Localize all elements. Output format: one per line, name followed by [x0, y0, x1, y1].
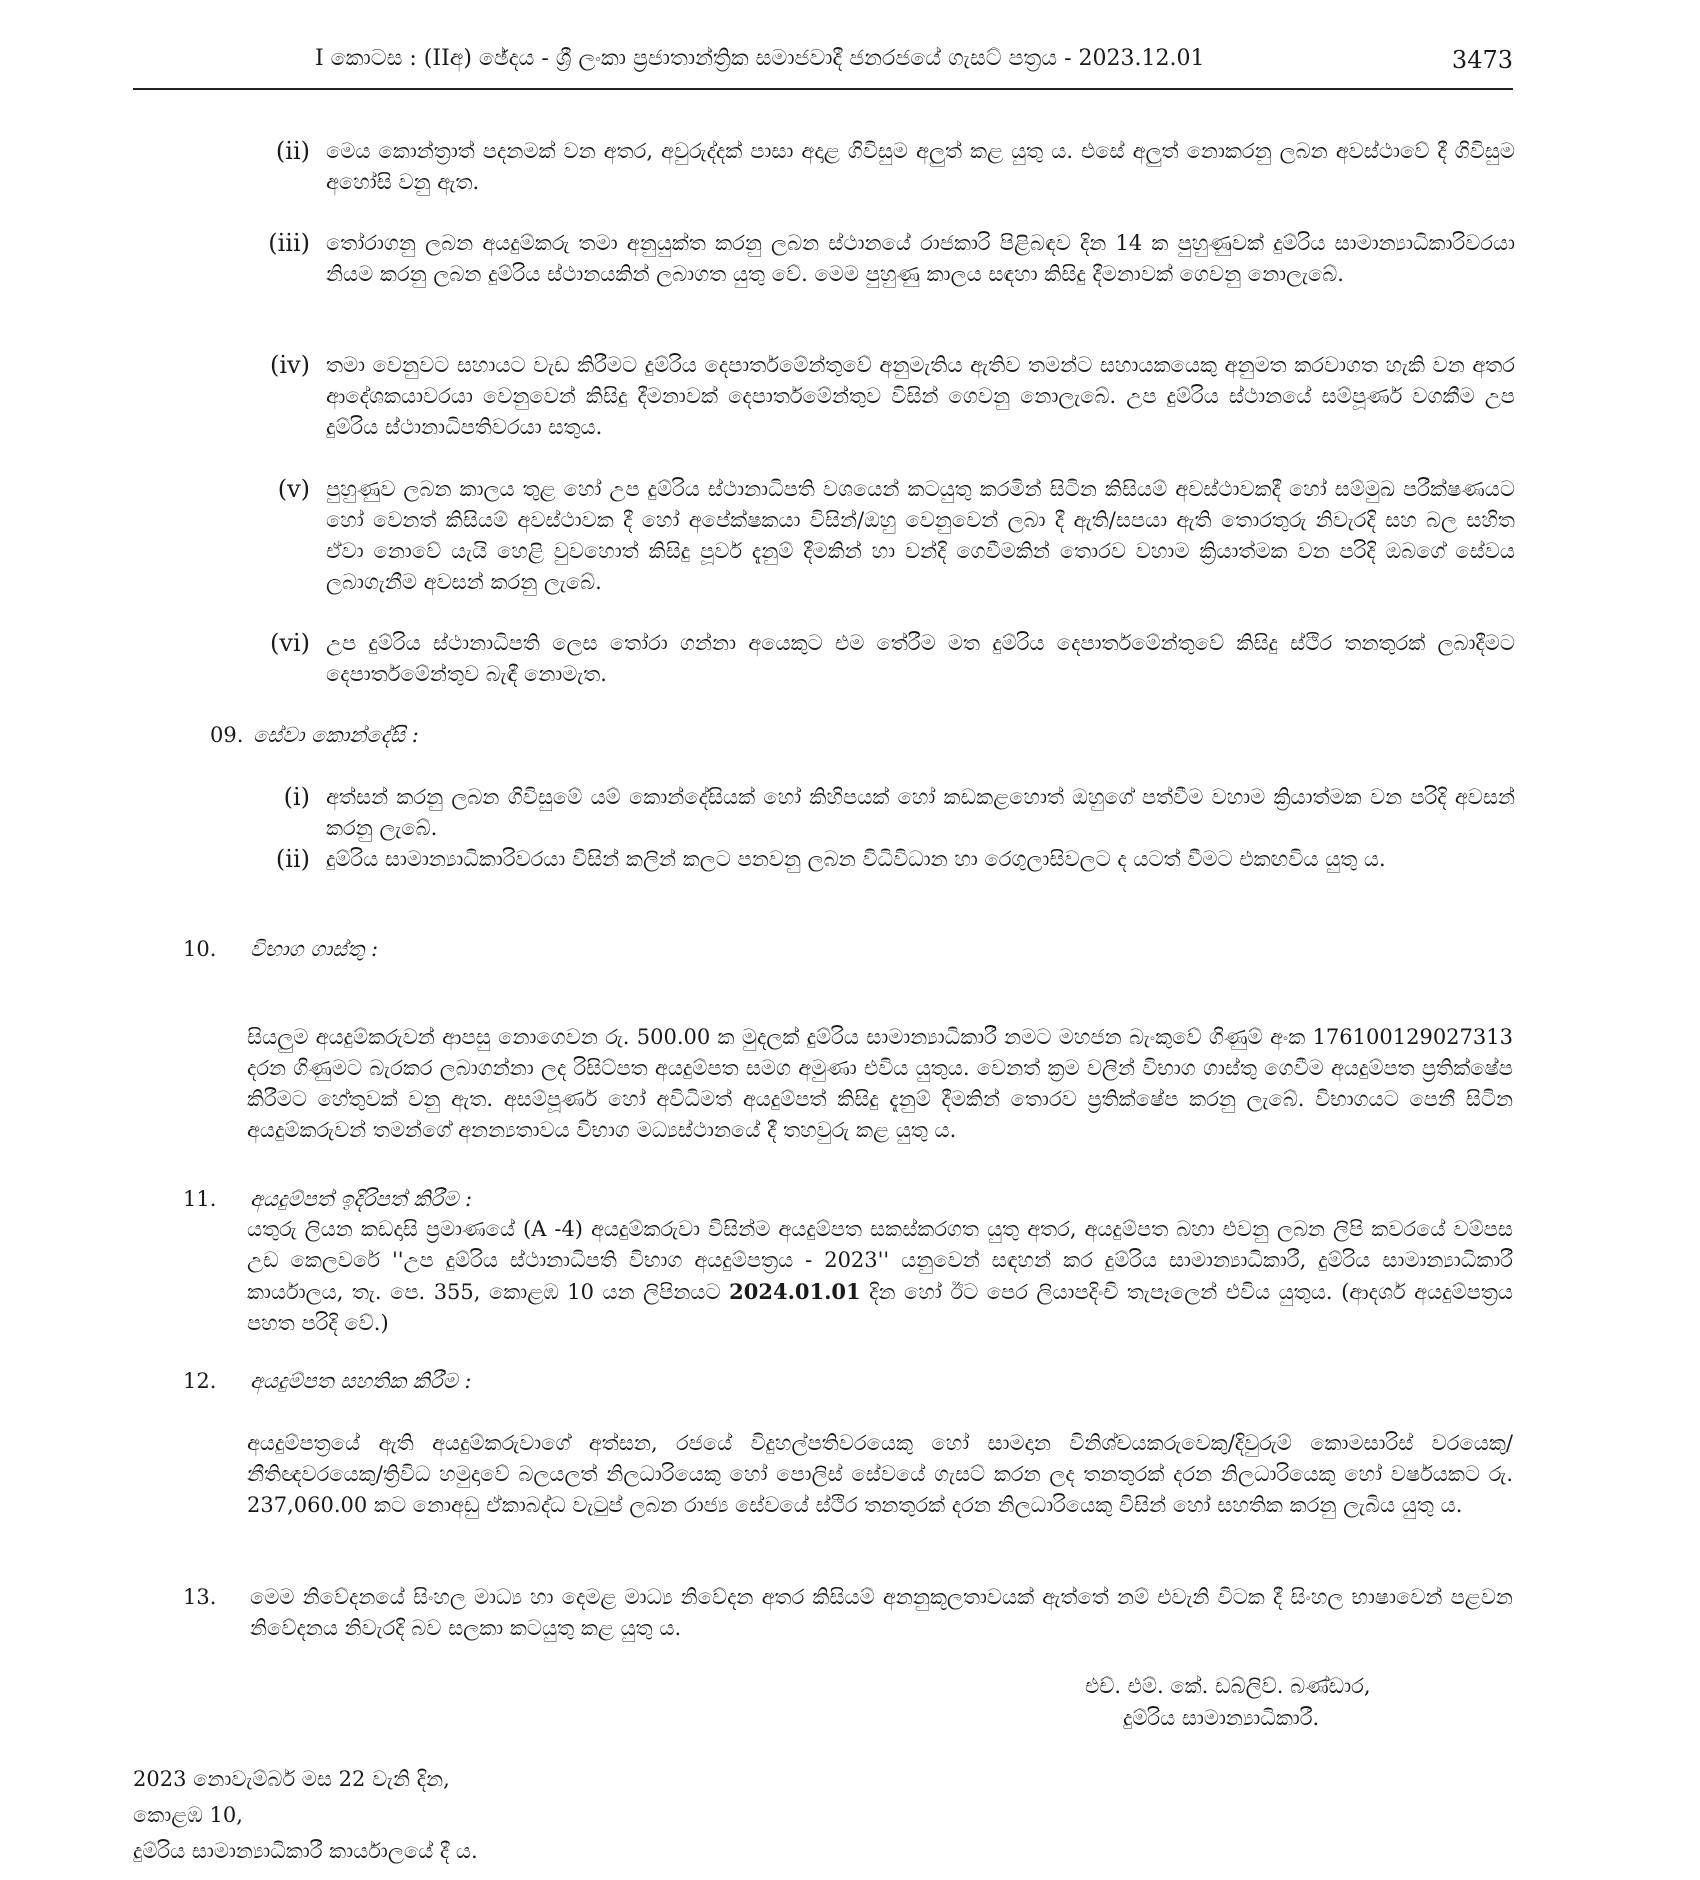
item-label: (i)	[283, 783, 310, 811]
item-label: (v)	[277, 475, 310, 503]
page-number: 3473	[1451, 46, 1513, 74]
item-label: (ii)	[275, 845, 310, 873]
section-number: 12.	[183, 1369, 217, 1393]
item-text: මෙය කොන්ත්‍රාත් පදනමක් වන අතර, අවුරුද්දක් පාසා අදාළ ගිවිසුම අලුත් කළ යුතු ය. එසේ අලුත් නොකරනු ලබන අවස්ථාවේ දී ගිවිසුම අහෝසි වනු ඇත.	[326, 139, 1515, 194]
section-body: මෙම නිවේදනයේ සිංහල මාධ්‍ය හා දෙමළ මාධ්‍ය නිවේදන අතර කිසියම් අනනුකූලතාවයක් ඇත්තේ නම් එවැනි විටක දී සිංහල භාෂාවෙන් පළවන නිවේදනය නිවැරදි බව සලකා කටයුතු කළ යුතු ය.	[250, 1585, 1513, 1640]
issue-city: කොළඹ 10,	[133, 1803, 243, 1827]
header-rule	[133, 88, 1513, 90]
item-text: උප දුම්රිය ස්ථානාධිපති ලෙස තෝරා ගන්නා අයෙකුට එම තේරීම මත දුම්රිය දෙපාර්තමේන්තුවේ කිසිදු ස්ථිර තනතුරක් ලබාදීමට දෙපාර්තමේන්තුව බැඳී නොමැත.	[326, 631, 1515, 686]
section-number: 09.	[210, 723, 244, 747]
item-label: (iii)	[268, 229, 310, 257]
section-body: සියලුම අයදුම්කරුවන් ආපසු නොගෙවන රු. 500.00 ක මුදලක් දුම්රිය සාමාන්‍යාධිකාරී නමට මහජන බැංකුවේ ගිණුම් අංක 176100129027313 දරන ගිණුමට බැරකර ලබාගන්නා ලද රිසිට්පත අයදුම්පත සමග අමුණා එවිය යුතුය. වෙනත් ක්‍රම වලින් විභාග ගාස්තු ගෙවීම අයදුම්පත ප්‍රතික්ෂේප කිරීමට හේතුවක් වනු ඇත. අසම්පූර්ණ හෝ අවිධිමත් අයදුම්පත් කිසිදු දැනුම් දීමකින් තොරව ප්‍රතික්ෂේප කරනු ලැබේ. විභාගයට පෙනී සිටින අයදුම්කරුවන් තමන්ගේ අනන්‍යතාවය විභාග මධ්‍යස්ථානයේ දී තහවුරු කළ යුතු ය.	[247, 1025, 1513, 1142]
item-label: (ii)	[275, 137, 310, 165]
body-text: දින හෝ ඊට පෙර ලියාපදිංචි තැපෑලෙන් එවිය යුතුය. (ආදර්ශ අයදුම්පත්‍රය පහත පරිදි වේ.)	[247, 1280, 1513, 1335]
issue-office: දුම්රිය සාමාන්‍යාධිකාරී කාර්යාලයේ දී ය.	[133, 1839, 478, 1863]
section-number: 10.	[183, 937, 217, 961]
section-number: 11.	[183, 1187, 217, 1211]
item-text: තමා වෙනුවට සහායට වැඩ කිරීමට දුම්රිය දෙපාර්තමේන්තුවේ අනුමැතිය ඇතිව තමන්ට සහායකයෙකු අනුමත කරවාගත හැකි වන අතර ආදේශකයාවරයා වෙනුවෙන් කිසිදු දීමනාවක් දෙපාර්තමේන්තුව විසින් ගෙවනු නොලැබේ. උප දුම්රිය ස්ථානයේ සම්පූර්ණ වගකීම උප දුම්රිය ස්ථානාධිපතිවරයා සතුය.	[326, 353, 1515, 439]
section-body: අයදුම්පත්‍රයේ ඇති අයදුම්කරුවාගේ අත්සන, රජයේ විදුහල්පතිවරයෙකු හෝ සාමදාන විනිශ්චයකරුවෙකු/දිවුරුම් කොමසාරිස් වරයෙකු/නීතිඥවරයෙකු/ත්‍රිවිධ හමුදාවේ බලයලත් නිලධාරියෙකු හෝ පොලිස් සේවයේ ගැසට් කරන ලද තනතුරක් දරන නිලධාරියෙකු හෝ වර්ෂයකට රු. 237,060.00 කට නොඅඩු ඒකාබද්ධ වැටුප් ලබන රාජ්‍ය සේවයේ ස්ථිර තනතුරක් දරන නිලධාරියෙකු විසින් හෝ සහතික කරනු ලැබිය යුතු ය.	[247, 1431, 1513, 1517]
section-heading: විභාග ගාස්තු :	[250, 937, 379, 961]
section-heading: සේවා කොන්දේසි :	[253, 723, 419, 747]
body-text: යතුරු ලියන කඩදාසි ප්‍රමාණයේ (A -4) අයදුම්කරුවා විසින්ම අයදුම්පත සකස්කරගත යුතු අතර, අයදුම්පත බහා එවනු ලබන ලිපි කවරයේ වම්පස උඩ කෙලවරේ ''උප දුම්රිය ස්ථානාධිපති විභාග අයදුම්පත්‍රය - 2023'' යනුවෙන් සඳහන් කර දුම්රිය සාමාන්‍යාධිකාරී, දුම්රිය සාමාන්‍යාධිකාරී කාර්යාලය, තැ. පෙ. 355, කොළඹ 10 යන ලිපිනයට	[247, 1217, 1513, 1304]
item-text: අත්සන් කරනු ලබන ගිවිසුමේ යම් කොන්දේසියක් හෝ කිහිපයක් හෝ කඩකළහොත් ඔහුගේ පත්වීම වහාම ක්‍රියාත්මක වන පරිදි අවසන් කරනු ලැබේ.	[326, 785, 1515, 840]
section-heading: අයදුම්පත් ඉදිරිපත් කිරීම :	[250, 1187, 473, 1211]
item-label: (iv)	[270, 351, 310, 379]
item-text: පුහුණුව ලබන කාලය තුළ හෝ උප දුම්රිය ස්ථානාධිපති වශයෙන් කටයුතු කරමින් සිටින කිසියම් අවස්ථාවකදී හෝ සම්මුඛ පරීක්ෂණයට හෝ වෙනත් කිසියම් අවස්ථාවක දී හෝ අපේක්ෂකයා විසින්/ඔහු වෙනුවෙන් ලබා දී ඇති/සපයා ඇති තොරතුරු නිවැරදි සහ බල සහිත ඒවා නොවේ යැයි හෙළි වුවහොත් කිසිදු පූර්ව දැනුම් දීමකින් හා වන්දි ගෙවීමකින් තොරව වහාම ක්‍රියාත්මක වන පරිදි ඔබගේ සේවය ලබාගැනීම අවසන් කරනු ලැබේ.	[326, 477, 1515, 594]
deadline-date: 2024.01.01	[729, 1279, 861, 1304]
issue-date: 2023 නොවැම්බර් මස 22 වැනි දින,	[133, 1767, 450, 1791]
item-text: තෝරාගනු ලබන අයදුම්කරු තමා අනුයුක්ත කරනු ලබන ස්ථානයේ රාජකාරි පිළිබඳව දින 14 ක පුහුණුවක් දුම්රිය සාමාන්‍යාධිකාරිවරයා නියම කරනු ලබන දුම්රිය ස්ථානයකින් ලබාගත යුතු වේ. මෙම පුහුණු කාලය සඳහා කිසිදු දීමනාවක් ගෙවනු නොලැබේ.	[326, 231, 1515, 286]
header-title: I කොටස : (IIඅ) ඡේදය - ශ්‍රී ලංකා ප්‍රජාතාන්ත්‍රික සමාජවාදී ජනරජයේ ගැසට් පත්‍රය - 2023.12.01	[315, 46, 1205, 71]
page-header	[133, 40, 1513, 84]
section-heading: අයදුම්පත සහතික කිරීම :	[250, 1369, 472, 1393]
section-body	[247, 1214, 1513, 1339]
signatory-name: එච්. එම්. කේ. ඩබ්ලිව්. බණ්ඩාර,	[1085, 1674, 1371, 1698]
item-text: දුම්රිය සාමාන්‍යාධිකාරිවරයා විසින් කලින් කලට පනවනු ලබන විධිවිධාන හා රෙගුලාසිවලට ද යටත් වීමට එකඟවිය යුතු ය.	[326, 847, 1386, 871]
section-number: 13.	[183, 1585, 217, 1609]
signatory-designation: දුම්රිය සාමාන්‍යාධිකාරී.	[1123, 1706, 1320, 1730]
item-label: (vi)	[270, 629, 310, 657]
